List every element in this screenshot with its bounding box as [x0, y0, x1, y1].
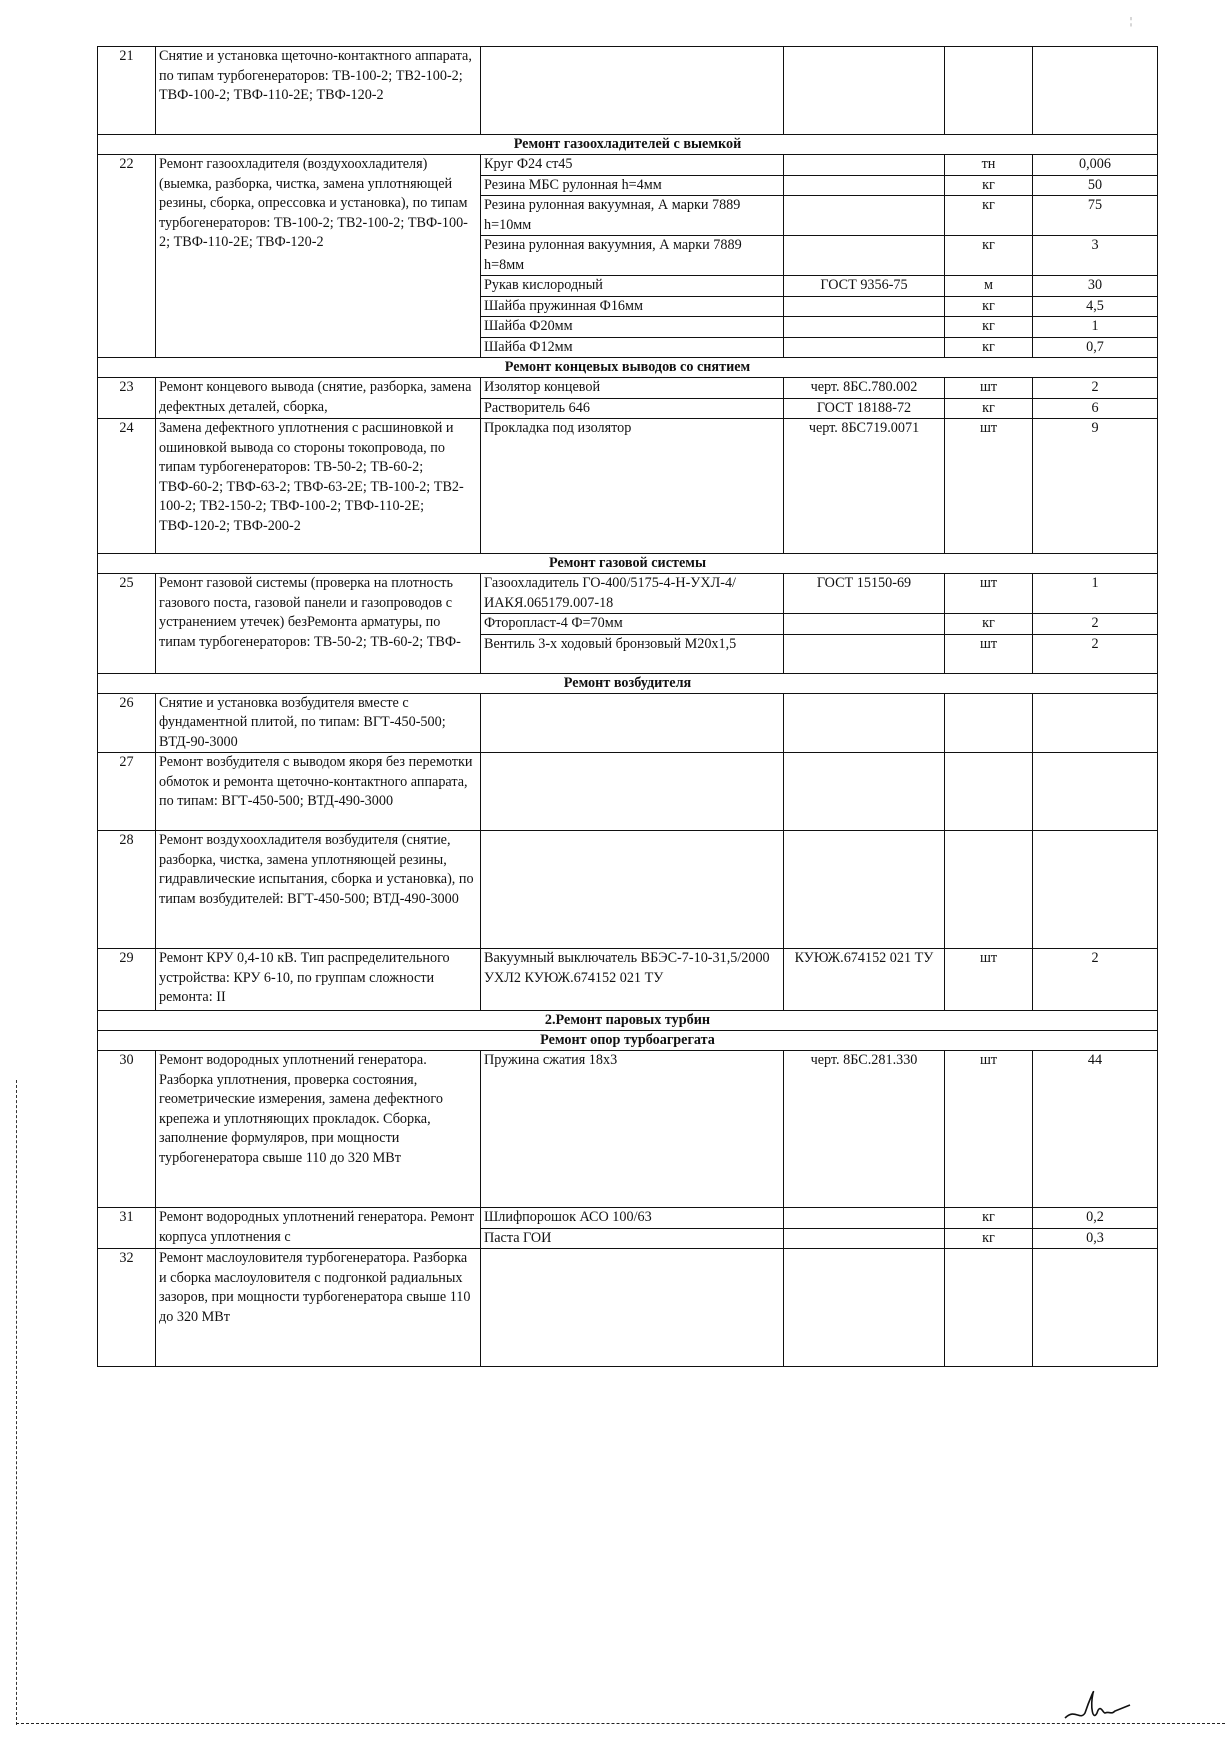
work-description: Ремонт газовой системы (проверка на плотность газового поста, газовой панели и газопроводов с устранением утечек) безРемонта арматуры, по типам турбогенераторов: ТВ-50-2; ТВ-60-2; ТВФ-: [156, 574, 481, 674]
material-unit: шт: [945, 949, 1033, 1011]
material-unit: [945, 693, 1033, 753]
material-standard: [784, 196, 945, 236]
material-standard: черт. 8БС.281.330: [784, 1051, 945, 1208]
material-unit: [945, 831, 1033, 949]
item-row: [98, 1051, 1158, 1208]
material-quantity: [1033, 693, 1158, 753]
work-description: Ремонт водородных уплотнений генератора. Ремонт корпуса уплотнения с: [156, 1208, 481, 1249]
item-number: 23: [98, 378, 156, 419]
material-quantity: 9: [1033, 419, 1158, 554]
work-description: Ремонт возбудителя с выводом якоря без перемотки обмоток и ремонта щеточно-контактного аппарата, по типам: ВГТ-450-500; ВТД-490-3000: [156, 753, 481, 831]
material-unit: кг: [945, 337, 1033, 358]
item-number: 27: [98, 753, 156, 831]
item-number: 24: [98, 419, 156, 554]
material-name: Изолятор концевой: [481, 378, 784, 399]
material-name: [481, 831, 784, 949]
work-description: Ремонт водородных уплотнений генератора. Разборка уплотнения, проверка состояния, геометрические измерения, замена дефектного крепежа и уплотняющих прокладок. Сборка, заполнение формуляров, при мощности турбогенератора свыше 110 до 320 МВт: [156, 1051, 481, 1208]
materials-table: [97, 46, 1158, 1367]
material-quantity: [1033, 1249, 1158, 1367]
work-description: Ремонт маслоуловителя турбогенератора. Разборка и сборка маслоуловителя с подгонкой радиальных зазоров, при мощности турбогенератора свыше 110 до 320 МВт: [156, 1249, 481, 1367]
material-unit: [945, 753, 1033, 831]
material-standard: [784, 831, 945, 949]
material-name: Шайба пружинная Ф16мм: [481, 296, 784, 317]
material-quantity: 44: [1033, 1051, 1158, 1208]
material-unit: м: [945, 276, 1033, 297]
material-standard: [784, 155, 945, 176]
work-description: Ремонт воздухоохладителя возбудителя (снятие, разборка, чистка, замена уплотняющей резины, гидравлические испытания, сборка и установка), по типам возбудителей: ВГТ-450-500; ВТД-490-3000: [156, 831, 481, 949]
material-quantity: 2: [1033, 949, 1158, 1011]
work-description: Снятие и установка возбудителя вместе с фундаментной плитой, по типам: ВГТ-450-500; ВТД-90-3000: [156, 693, 481, 753]
section-header-row: [98, 673, 1158, 693]
material-name: [481, 47, 784, 135]
material-standard: [784, 47, 945, 135]
section-title: Ремонт газовой системы: [98, 554, 1158, 574]
material-quantity: [1033, 831, 1158, 949]
page-margin-line-bottom: [16, 1723, 1225, 1724]
material-name: Резина рулонная вакуумная, А марки 7889 h=10мм: [481, 196, 784, 236]
item-row: [98, 1208, 1158, 1229]
item-row: [98, 155, 1158, 176]
item-row: [98, 753, 1158, 831]
item-number: 29: [98, 949, 156, 1011]
material-name: Растворитель 646: [481, 398, 784, 419]
item-row: [98, 419, 1158, 554]
section-title: 2.Ремонт паровых турбин: [98, 1011, 1158, 1031]
material-name: Вентиль 3-х ходовый бронзовый М20х1,5: [481, 634, 784, 673]
item-row: [98, 1249, 1158, 1367]
material-name: Шайба Ф12мм: [481, 337, 784, 358]
material-name: Резина рулонная вакуумния, А марки 7889 h=8мм: [481, 236, 784, 276]
material-unit: шт: [945, 634, 1033, 673]
material-standard: ГОСТ 15150-69: [784, 574, 945, 614]
material-quantity: 0,7: [1033, 337, 1158, 358]
work-description: Ремонт концевого вывода (снятие, разборка, замена дефектных деталей, сборка,: [156, 378, 481, 419]
material-name: Пружина сжатия 18х3: [481, 1051, 784, 1208]
section-header-row: [98, 135, 1158, 155]
section-header-row: [98, 554, 1158, 574]
material-standard: [784, 634, 945, 673]
material-quantity: 2: [1033, 634, 1158, 673]
work-description: Снятие и установка щеточно-контактного аппарата, по типам турбогенераторов: ТВ-100-2; ТВ2-100-2; ТВФ-100-2; ТВФ-110-2Е; ТВФ-120-2: [156, 47, 481, 135]
page-margin-line-left: [16, 1080, 17, 1725]
material-standard: [784, 693, 945, 753]
material-quantity: [1033, 47, 1158, 135]
material-unit: [945, 1249, 1033, 1367]
signature: [1055, 1683, 1145, 1728]
material-quantity: 0,2: [1033, 1208, 1158, 1229]
material-quantity: 4,5: [1033, 296, 1158, 317]
material-standard: [784, 614, 945, 635]
item-row: [98, 831, 1158, 949]
material-quantity: 6: [1033, 398, 1158, 419]
section-header-row: [98, 1031, 1158, 1051]
item-number: 21: [98, 47, 156, 135]
item-number: 25: [98, 574, 156, 674]
material-standard: [784, 1208, 945, 1229]
material-standard: [784, 1228, 945, 1249]
material-standard: [784, 1249, 945, 1367]
materials-table-body: [98, 47, 1158, 1367]
material-unit: шт: [945, 419, 1033, 554]
material-quantity: 30: [1033, 276, 1158, 297]
material-unit: кг: [945, 614, 1033, 635]
work-description: Замена дефектного уплотнения с расшиновкой и ошиновкой вывода со стороны токопровода, по типам турбогенераторов: ТВ-50-2; ТВ-60-2; ТВФ-60-2; ТВФ-63-2; ТВФ-63-2Е; ТВ-100-2; ТВ2-100-2; ТВ2-150-2; ТВФ-100-2; ТВФ-110-2Е; ТВФ-120-2; ТВФ-200-2: [156, 419, 481, 554]
material-unit: шт: [945, 378, 1033, 399]
material-name: Газоохладитель ГО-400/5175-4-Н-УХЛ-4/ИАКЯ.065179.007-18: [481, 574, 784, 614]
material-quantity: 3: [1033, 236, 1158, 276]
material-standard: [784, 337, 945, 358]
material-standard: ГОСТ 18188-72: [784, 398, 945, 419]
material-unit: [945, 47, 1033, 135]
section-title: Ремонт возбудителя: [98, 673, 1158, 693]
material-quantity: 1: [1033, 317, 1158, 338]
item-row: [98, 574, 1158, 614]
material-name: Шлифпорошок АСО 100/63: [481, 1208, 784, 1229]
material-unit: кг: [945, 196, 1033, 236]
material-name: Прокладка под изолятор: [481, 419, 784, 554]
material-unit: кг: [945, 175, 1033, 196]
material-name: Круг Ф24 ст45: [481, 155, 784, 176]
material-unit: шт: [945, 574, 1033, 614]
material-quantity: 2: [1033, 378, 1158, 399]
section-header-row: [98, 1011, 1158, 1031]
work-description: Ремонт газоохладителя (воздухоохладителя) (выемка, разборка, чистка, замена уплотняющей резины, сборка, опрессовка и установка), по типам турбогенераторов: ТВ-100-2; ТВ2-100-2; ТВФ-100-2; ТВФ-110-2Е; ТВФ-120-2: [156, 155, 481, 358]
material-name: Рукав кислородный: [481, 276, 784, 297]
material-unit: тн: [945, 155, 1033, 176]
work-description: Ремонт КРУ 0,4-10 кВ. Тип распределительного устройства: КРУ 6-10, по группам сложности ремонта: II: [156, 949, 481, 1011]
material-quantity: 0,3: [1033, 1228, 1158, 1249]
material-unit: шт: [945, 1051, 1033, 1208]
material-quantity: 1: [1033, 574, 1158, 614]
material-quantity: 2: [1033, 614, 1158, 635]
material-quantity: 75: [1033, 196, 1158, 236]
material-name: [481, 753, 784, 831]
item-row: [98, 949, 1158, 1011]
material-standard: КУЮЖ.674152 021 ТУ: [784, 949, 945, 1011]
material-name: Резина МБС рулонная h=4мм: [481, 175, 784, 196]
item-number: 32: [98, 1249, 156, 1367]
section-title: Ремонт концевых выводов со снятием: [98, 358, 1158, 378]
material-quantity: [1033, 753, 1158, 831]
material-name: Вакуумный выключатель ВБЭС-7-10-31,5/2000 УХЛ2 КУЮЖ.674152 021 ТУ: [481, 949, 784, 1011]
item-row: [98, 378, 1158, 399]
scan-artifact: ¦: [1130, 16, 1133, 27]
material-name: Шайба Ф20мм: [481, 317, 784, 338]
item-number: 31: [98, 1208, 156, 1249]
material-name: Паста ГОИ: [481, 1228, 784, 1249]
material-standard: [784, 175, 945, 196]
material-name: [481, 693, 784, 753]
material-unit: кг: [945, 1228, 1033, 1249]
item-row: [98, 693, 1158, 753]
material-quantity: 0,006: [1033, 155, 1158, 176]
material-standard: черт. 8БС719.0071: [784, 419, 945, 554]
section-header-row: [98, 358, 1158, 378]
material-standard: ГОСТ 9356-75: [784, 276, 945, 297]
material-standard: [784, 236, 945, 276]
material-standard: [784, 753, 945, 831]
material-quantity: 50: [1033, 175, 1158, 196]
material-name: [481, 1249, 784, 1367]
material-name: Фторопласт-4 Ф=70мм: [481, 614, 784, 635]
material-standard: [784, 317, 945, 338]
material-standard: [784, 296, 945, 317]
material-unit: кг: [945, 398, 1033, 419]
material-standard: черт. 8БС.780.002: [784, 378, 945, 399]
section-title: Ремонт газоохладителей с выемкой: [98, 135, 1158, 155]
item-number: 30: [98, 1051, 156, 1208]
material-unit: кг: [945, 296, 1033, 317]
material-unit: кг: [945, 317, 1033, 338]
item-number: 28: [98, 831, 156, 949]
material-unit: кг: [945, 236, 1033, 276]
item-number: 26: [98, 693, 156, 753]
section-title: Ремонт опор турбоагрегата: [98, 1031, 1158, 1051]
material-unit: кг: [945, 1208, 1033, 1229]
item-number: 22: [98, 155, 156, 358]
item-row: [98, 47, 1158, 135]
